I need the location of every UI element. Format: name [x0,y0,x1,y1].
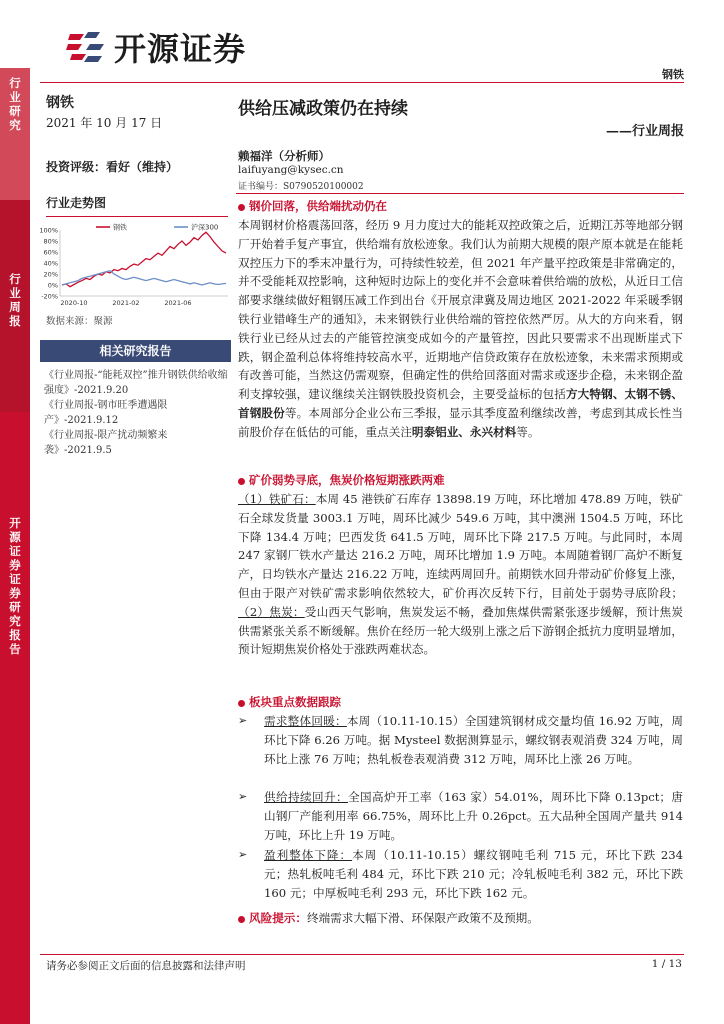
page-number: 1 / 13 [651,958,682,970]
bullet-dot-icon [238,478,245,485]
bullet-dot-icon [238,204,245,211]
y-tick-label: -20% [41,292,58,301]
brand-mark-icon [66,26,106,66]
bullet-dot-icon [238,916,245,923]
risk-warning: 风险提示：终端需求大幅下滑、环保限产政策不及预期。 [238,910,539,926]
y-tick-label: 100% [39,226,58,235]
legend-label: 沪深300 [191,223,219,232]
arrow-bullet-icon: ➢ [238,790,248,803]
y-tick-label: 20% [43,270,58,279]
side-tab-weekly: 行 业 周 报 [0,200,30,412]
x-tick-label: 2021-06 [164,299,192,307]
series-line-0 [62,232,226,287]
related-report-item[interactable]: 《行业周报-“能耗双控”推升钢铁供给收缩强度》-2021.9.20 [44,370,228,396]
industry-name: 钢铁 [46,95,74,111]
industry-trend-chart [38,222,232,308]
section-heading: 板块重点数据跟踪 [238,694,341,710]
y-tick-label: 60% [43,248,58,257]
analyst-email[interactable]: laifuyang@kysec.cn [238,164,344,176]
bullet-dot-icon [238,700,245,707]
section-heading: 钢价回落，供给端扰动仍在 [238,198,387,214]
analyst-license: 证书编号：S0790520100002 [238,182,364,192]
series-line-1 [62,271,226,285]
header-divider [40,82,684,83]
related-reports-list [44,368,234,458]
section-2-paragraph: （1）铁矿石：本周 45 港铁矿石库存 13898.19 万吨，环比增加 478.89 万吨，铁矿石全球发货量 3003.1 万吨，周环比减少 549.6 万吨，其中澳洲 1504.5 万吨，环比下降 134.4 万吨；巴西发货 641.5 万吨，周环比下降 217.5 万吨。与此同时，本周 247 家钢厂铁水产量达 216.2 万吨，周环比增加 1.9 万吨。本周随着钢厂高炉不断复产，日均铁水产量达 216.22 万吨，连续两周回升。前期铁水回升带动矿价修复上涨，但由于限产对铁矿需求影响依然较大，矿价再次反转下行，目前处于弱势寻底阶段；（2）焦炭：受山西天气影响，焦炭发运不畅，叠加焦煤供需紧张逐步缓解，预计焦炭供需紧张关系不断缓解。焦价在经历一轮大级别上涨之后下游钢企抵抗力度明显增加，预计短期焦炭价格处于涨跌两难状态。 [238,492,683,657]
related-report-item[interactable]: 《行业周报-钢市旺季遭遇限产》-2021.9.12 [44,400,168,426]
section-heading: 矿价弱势寻底，焦炭价格短期涨跌两难 [238,472,445,488]
y-tick-label: 0% [47,281,58,290]
arrow-bullet-icon: ➢ [238,714,248,727]
data-tracking-item: ➢ 需求整体回暖：本周（10.11-10.15）全国建筑钢材成交量均值 16.92 万吨，周环比下降 6.26 万吨。据 Mysteel 数据测算显示，螺纹钢表观消费 324 万吨，周环比上涨 76 万吨；热轧板卷表观消费 312 万吨，周环比上涨 26 万吨。 [238,714,683,766]
legend-label: 钢铁 [113,223,127,232]
y-tick-label: 40% [43,259,58,268]
report-date: 2021 年 10 月 17 日 [46,116,163,130]
main-divider [236,193,684,194]
side-tab-brand-report: 开 源 证 券 证 券 研 究 报 告 [0,412,30,1024]
trend-chart-title: 行业走势图 [46,196,107,210]
related-reports-header: 相关研究报告 [40,340,231,362]
footer-disclaimer[interactable]: 请务必参阅正文后面的信息披露和法律声明 [46,960,246,972]
footer-divider [40,954,684,955]
analyst-name: 赖福洋（分析师） [238,149,330,163]
brand-logo [66,22,286,68]
arrow-bullet-icon: ➢ [238,848,248,861]
related-report-item[interactable]: 《行业周报-限产扰动频繁来袭》-2021.9.5 [44,430,168,456]
x-tick-label: 2020-10 [60,299,88,307]
y-tick-label: 80% [43,237,58,246]
data-tracking-item: ➢ 盈利整体下降：本周（10.11-10.15）螺纹钢吨毛利 715 元，环比下跌 234 元；热轧板吨毛利 484 元，环比下跌 210 元；冷轧板吨毛利 382 元，环比下跌 160 元；中厚板吨毛利 293 元，环比下跌 162 元。 [238,848,683,900]
section-1-paragraph: 本周钢材价格震荡回落，经历 9 月力度过大的能耗双控政策之后，近期江苏等地部分钢厂开始着手复产事宜，供给端有放松迹象。我们认为前期大规模的限产原本就是在能耗双控压力下的季末冲量行为，可持续性较差，但 2021 年产量平控政策是非常确定的，并不受能耗双控影响，这种短时边际上的变化并不会意味着供给端的放松，从近日工信部要求继续做好粗钢压减工作到出台《开展京津冀及周边地区 2021-2022 年采暖季钢铁行业错峰生产的通知》，未来钢铁行业供给端的管控依然严厉。从大的方向来看，钢铁行业已经从过去的产能管控演变成如今的产量管控，因此只要需求不出现断崖式下跌，钢企盈利总体将维持较高水平，近期地产信贷政策存在放松迹象，未来需求预期或有改善可能，当然这仍需观察，但确定性的供给回落面对需求或逐步企稳，未来钢企盈利支撑较强，建议继续关注钢铁股投资机会，主要受益标的包括方大特钢、太钢不锈、首钢股份等。本周部分企业公布三季报，显示其季度盈利继续改善，考虑到其成长性当前股价存在低估的可能，重点关注明泰铝业、永兴材料等。 [238,218,683,439]
side-tab-industry-research: 行 业 研 究 [0,68,30,200]
data-tracking-item: ➢ 供给持续回升：全国高炉开工率（163 家）54.01%，周环比下降 0.13pct；唐山钢厂产能利用率 66.75%，周环比上升 0.26pct。五大品种全国周产量共 914 万吨，环比上升 19 万吨。 [238,790,683,842]
report-subtitle: ——行业周报 [605,124,684,139]
investment-rating: 投资评级：看好（维持） [46,160,179,174]
report-title: 供给压减政策仍在持续 [238,99,408,119]
trend-divider [46,216,228,217]
brand-name: 开源证券 [114,30,247,68]
header-industry-tag: 钢铁 [662,68,684,81]
data-source: 数据来源：聚源 [46,316,113,327]
x-tick-label: 2021-02 [112,299,140,307]
